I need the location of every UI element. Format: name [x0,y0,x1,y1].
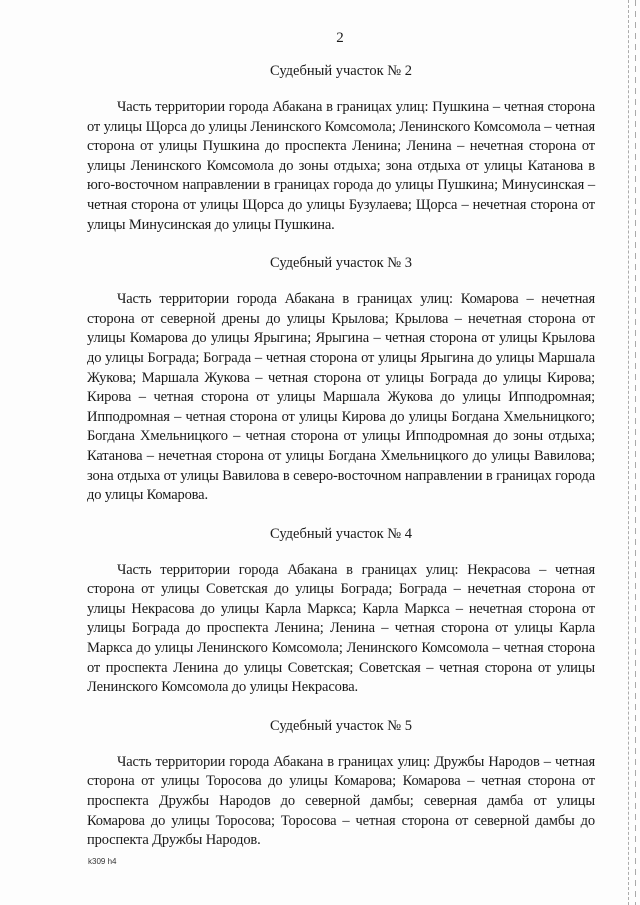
section-body: Часть территории города Абакана в границах улиц: Пушкина – четная сторона от улицы Щорса до улицы Ленинского Комсомола; Ленинского Комсомола – четная сторона от улицы Пушкина до проспекта Ленина; Ленина – нечетная сторона от улицы Ленинского Комсомола до зоны отдыха; зона отдыха от улицы Катанова в юго-восточном направлении в границах города до улицы Пушкина; Минусинская – четная сторона от улицы Щорса до улицы Бузулаева; Щорса – нечетная сторона от улицы Минусинская до улицы Пушкина. [87,99,595,233]
section-title: Судебный участок № 4 [270,525,412,542]
document-content [87,62,595,870]
scan-edge-artifact [628,0,632,905]
scan-edge-artifact [635,0,636,905]
page-number: 2 [336,30,344,46]
section-title: Судебный участок № 5 [270,717,412,734]
section-title: Судебный участок № 3 [270,255,412,272]
footer-document-code: k309 h4 [88,857,117,866]
court-district-section-3 [87,254,595,506]
section-body: Часть территории города Абакана в границах улиц: Комарова – нечетная сторона от северной дрены до улицы Крылова; Крылова – нечетная сторона от улицы Комарова до улицы Ярыгина; Ярыгина – четная сторона от улицы Крылова до улицы Бограда; Бограда – четная сторона от улицы Ярыгина до улицы Маршала Жукова; Маршала Жукова – четная сторона от улицы Бограда до улицы Кирова; Кирова – четная сторона от улицы Маршала Жукова до улицы Ипподромная; Ипподромная – четная сторона от улицы Кирова до улицы Богдана Хмельницкого; Богдана Хмельницкого – четная сторона от улицы Ипподромная до зоны отдыха; Катанова – нечетная сторона от улицы Богдана Хмельницкого до улицы Вавилова; зона отдыха от улицы Вавилова в северо-восточном направлении в границах города до улицы Комарова. [87,291,595,504]
court-district-section-4 [87,525,595,698]
section-body: Часть территории города Абакана в границах улиц: Дружбы Народов – четная сторона от улицы Торосова до улицы Комарова; Комарова – четная сторона от проспекта Дружбы Народов до северной дамбы; северная дамба от улицы Комарова до улицы Торосова; Торосова – четная сторона от северной дамбы до проспекта Дружбы Народов. [87,753,595,849]
section-body: Часть территории города Абакана в границах улиц: Некрасова – четная сторона от улицы Советская до улицы Бограда; Бограда – нечетная сторона от улицы Некрасова до улицы Карла Маркса; Карла Маркса – нечетная сторона от улицы Бограда до проспекта Ленина; Ленина – четная сторона от улицы Карла Маркса до улицы Ленинского Комсомола; Ленинского Комсомола – четная сторона от проспекта Ленина до улицы Советская; Советская – четная сторона от улицы Ленинского Комсомола до улицы Некрасова. [87,561,595,696]
court-district-section-5 [87,717,595,851]
section-title: Судебный участок № 2 [270,63,412,79]
court-district-section-2 [87,62,595,235]
